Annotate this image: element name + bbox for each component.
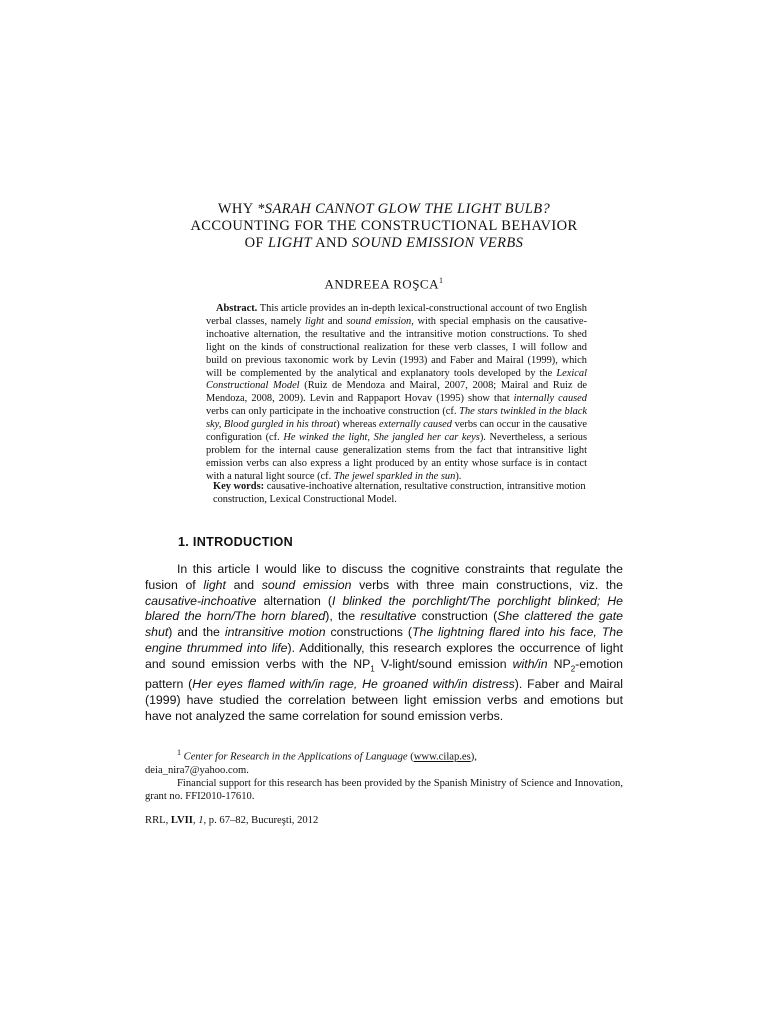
footnote-email [145,764,623,777]
title-italic: SOUND EMISSION VERBS [351,235,524,251]
abstract-italic: externally caused [378,419,452,431]
body-text: verbs with three main constructions, viz. the [351,577,623,592]
body-italic: The lightning flared into his face, The engine thrummed into life [145,625,623,655]
body-italic: Her eyes flamed with/in rage, He groaned with/in distress [192,677,515,692]
body-italic: light [203,577,226,592]
abstract [206,303,587,484]
abstract-italic: The stars twinkled in the black sky, Blood gurgled in his throat [206,406,587,431]
journal-text: , [192,815,199,826]
body-text: ). Additionally, this research explores the occurrence of light and sound emission verbs with the NP [145,640,623,671]
journal-issue: 1 [198,815,204,826]
section-heading: 1. INTRODUCTION [178,535,294,549]
author-footnote-mark: 1 [439,276,444,285]
journal-reference [145,815,318,826]
abstract-text: This article provides an in-depth lexical-constructional account of two English verbal classes, namely [206,303,587,327]
body-italic: causative-inchoative [145,593,257,608]
footnote-block [145,746,623,803]
footnote-1 [145,746,623,764]
body-italic: I blinked the porchlight/The porchlight blinked; He blared the horn/The horn blared [145,593,623,624]
introduction-paragraph [145,562,623,724]
body-text: ) and the [168,625,225,640]
abstract-text: and [324,315,347,327]
body-italic: intransitive motion [224,625,326,640]
body-text: In this article I would like to discuss the cognitive constraints that regulate the fusion of [145,562,623,592]
author-text: ANDREEA ROŞCA [324,276,439,292]
body-italic: resultative [360,609,417,624]
journal-text: RRL, [145,815,171,826]
abstract-label: Abstract. [216,303,258,314]
keywords-label: Key words: [213,481,265,492]
abstract-text: ). [455,470,462,482]
body-text: ), the [325,609,361,624]
abstract-text: with special emphasis on the causative-inchoative alternation, the resultative and the intransitive motion constructions. To shed light on the kinds of constructional realization for these verb classes, I will follow and build on previous taxonomic work by Levin (1993) and Faber and Mairal (1999), which will be complemented by the analytical and explanatory tools developed by the [206,315,587,379]
body-text: construction ( [416,609,498,624]
footnote-website-link[interactable]: www.cilap.es [413,751,471,763]
body-text: V-light/sound emission [374,656,513,671]
footnote-funding: Financial support for this research has been provided by the Spanish Ministry of Science and Innovation, grant no. FFI2010-17610. [145,777,623,802]
body-text: and [225,577,262,592]
footnote-affiliation: Center for Research in the Applications of Language [181,751,408,763]
body-text: constructions ( [325,625,413,640]
subscript: 2 [570,664,576,674]
body-text: NP [547,656,571,671]
title-italic: LIGHT [268,235,312,251]
abstract-italic: Lexical Constructional Model [206,367,587,392]
body-italic: with/in [512,656,548,671]
body-italic: She clattered the gate shut [145,609,623,640]
subscript: 1 [370,664,375,674]
abstract-text: verbs can occur in the causative configuration (cf. [206,419,587,444]
body-text: -emotion pattern ( [145,656,624,692]
journal-volume: LVII [170,815,193,826]
title-text: AND [311,235,352,251]
footnote-email-text[interactable]: deia_nira7@yahoo.com. [145,764,249,776]
title-line-3 [100,235,668,252]
abstract-italic: He winked the light, She jangled her car keys [283,432,480,444]
body-text: ). Faber and Mairal (1999) have studied the correlation between light emission verbs and emotions but have not analyzed the same correlation for sound emission verbs. [145,677,624,723]
abstract-text: (Ruiz de Mendoza and Mairal, 2007, 2008; Mairal and Ruiz de Mendoza, 2008, 2009). Levin and Rappaport Hovav (1995) show that [206,380,587,405]
abstract-text: ) whereas [336,419,379,431]
title-text: OF [244,235,269,251]
abstract-italic: The jewel sparkled in the sun [333,470,456,482]
footnote-mark: 1 [177,748,181,757]
abstract-italic: sound emission, [346,315,414,327]
title-text: WHY [217,201,258,217]
body-text: alternation ( [256,593,332,608]
abstract-italic: internally caused [513,393,587,405]
body-italic: sound emission [261,577,352,592]
keywords-text: causative-inchoative alternation, resultative construction, intransitive motion construction, Lexical Constructional Model. [213,481,586,505]
abstract-text: verbs can only participate in the inchoative construction (cf. [206,406,460,418]
title-line-1 [100,201,668,218]
footnote-text: ( [407,751,414,763]
footnote-text: ), [470,751,477,763]
title-italic: *SARAH CANNOT GLOW THE LIGHT BULB? [257,201,551,217]
journal-text: , p. 67–82, Bucureşti, 2012 [203,815,319,826]
author-name [100,276,668,292]
paper-title [100,201,668,252]
keywords [213,481,587,507]
abstract-italic: light [304,315,325,327]
title-line-2: ACCOUNTING FOR THE CONSTRUCTIONAL BEHAVIOR [190,218,578,234]
abstract-text: ). Nevertheless, a serious problem for the internal cause generalization stems from the fact that intransitive light emission verbs can also express a light produced by an entity whose surface is in contact with a natural light source (cf. [206,432,587,482]
